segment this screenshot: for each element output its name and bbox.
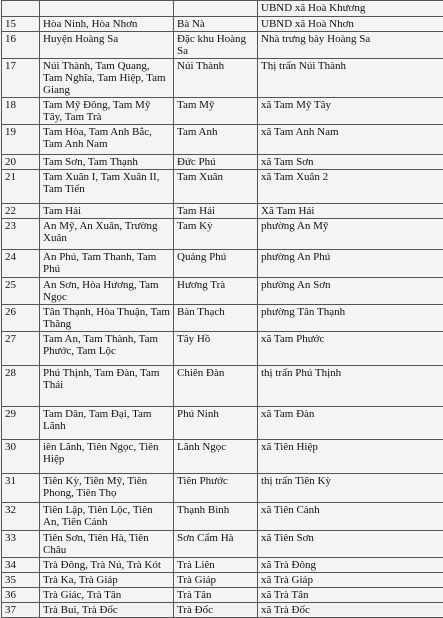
merged-communes-cell	[40, 440, 174, 474]
new-commune-name-cell	[174, 59, 258, 98]
merged-communes-cell-text: Huyện Hoàng Sa	[43, 33, 170, 45]
new-commune-name-cell	[174, 531, 258, 558]
new-commune-name-cell-text: Tiên Phước	[177, 475, 254, 487]
new-commune-name-cell-text: Đặc khu Hoàng Sa	[177, 33, 254, 57]
row-number	[2, 474, 40, 503]
merged-communes-cell	[40, 32, 174, 59]
table-row	[2, 98, 443, 125]
new-commune-name-cell	[174, 278, 258, 305]
office-location-cell	[258, 503, 443, 531]
new-commune-name-cell-text: Bà Nà	[177, 18, 254, 30]
office-location-cell-text: UBND xã Hoà Nhơn	[261, 18, 442, 30]
new-commune-name-cell-text: Núi Thành	[177, 60, 254, 72]
row-number-text: 24	[5, 251, 36, 263]
new-commune-name-cell-text: Tam Hải	[177, 205, 254, 217]
merged-communes-cell-text: iên Lãnh, Tiên Ngọc, Tiên Hiệp	[43, 441, 170, 465]
new-commune-name-cell	[174, 305, 258, 332]
new-commune-name-cell-text: Tam Kỳ	[177, 220, 254, 232]
new-commune-name-cell-text: Trà Tân	[177, 589, 254, 601]
new-commune-name-cell-text: Tam Xuân	[177, 171, 254, 183]
office-location-cell	[258, 32, 443, 59]
office-location-cell	[258, 250, 443, 278]
office-location-cell	[258, 588, 443, 603]
office-location-cell	[258, 603, 443, 618]
merged-communes-cell-text: Tam Xuân I, Tam Xuân II, Tam Tiến	[43, 171, 170, 195]
row-number	[2, 503, 40, 531]
table-row	[2, 204, 443, 219]
new-commune-name-cell	[174, 1, 258, 17]
table-row	[2, 503, 443, 531]
merged-communes-cell	[40, 278, 174, 305]
office-location-cell-text: xã Trà Đông	[261, 559, 442, 571]
merged-communes-cell-text: Núi Thành, Tam Quang, Tam Nghĩa, Tam Hiệp, Tam Giang	[43, 60, 170, 96]
table-row	[2, 155, 443, 170]
office-location-cell	[258, 59, 443, 98]
new-commune-name-cell-text: Quảng Phú	[177, 251, 254, 263]
office-location-cell-text: xã Tam Phước	[261, 333, 442, 345]
office-location-cell	[258, 573, 443, 588]
row-number-text: 27	[5, 333, 36, 345]
new-commune-name-cell	[174, 366, 258, 407]
merged-communes-cell-text: An Phú, Tam Thanh, Tam Phú	[43, 251, 170, 275]
new-commune-name-cell	[174, 474, 258, 503]
merged-communes-cell	[40, 366, 174, 407]
new-commune-name-cell-text: Trà Liên	[177, 559, 254, 571]
merged-communes-cell-text: Tiên Lập, Tiên Lộc, Tiên An, Tiên Cảnh	[43, 504, 170, 528]
office-location-cell	[258, 98, 443, 125]
office-location-cell-text: xã Trà Đốc	[261, 604, 442, 616]
office-location-cell	[258, 474, 443, 503]
table-row	[2, 250, 443, 278]
row-number	[2, 278, 40, 305]
new-commune-name-cell-text: Đức Phú	[177, 156, 254, 168]
office-location-cell-text: xã Tam Xuân 2	[261, 171, 442, 183]
office-location-cell-text: xã Tiên Hiệp	[261, 441, 442, 453]
new-commune-name-cell	[174, 558, 258, 573]
row-number-text: 31	[5, 475, 36, 487]
row-number-text: 29	[5, 408, 36, 420]
row-number-text: 21	[5, 171, 36, 183]
new-commune-name-cell	[174, 250, 258, 278]
row-number-text: 20	[5, 156, 36, 168]
new-commune-name-cell	[174, 155, 258, 170]
new-commune-name-cell	[174, 125, 258, 155]
merged-communes-cell-text: Phú Thịnh, Tam Đàn, Tam Thái	[43, 367, 170, 391]
table-row	[2, 219, 443, 250]
office-location-cell-text: Nhà trưng bày Hoàng Sa	[261, 33, 442, 45]
new-commune-name-cell-text: Sơn Cẩm Hà	[177, 532, 254, 544]
row-number-text: 19	[5, 126, 36, 138]
row-number	[2, 531, 40, 558]
row-number-text: 18	[5, 99, 36, 111]
row-number-text: 28	[5, 367, 36, 379]
row-number-text: 33	[5, 532, 36, 544]
office-location-cell-text: xã Tiên Sơn	[261, 532, 442, 544]
new-commune-name-cell	[174, 204, 258, 219]
merged-communes-cell	[40, 503, 174, 531]
new-commune-name-cell	[174, 440, 258, 474]
new-commune-name-cell-text: Chiên Đàn	[177, 367, 254, 379]
row-number	[2, 603, 40, 618]
new-commune-name-cell-text: Thạnh Bình	[177, 504, 254, 516]
row-number	[2, 366, 40, 407]
merged-communes-cell-text: Tân Thạnh, Hòa Thuận, Tam Thăng	[43, 306, 170, 330]
office-location-cell-text: xã Tam Anh Nam	[261, 126, 442, 138]
row-number-text: 15	[5, 18, 36, 30]
merged-communes-cell	[40, 573, 174, 588]
office-location-cell	[258, 204, 443, 219]
table-row	[2, 332, 443, 366]
new-commune-name-cell	[174, 219, 258, 250]
row-number	[2, 250, 40, 278]
office-location-cell	[258, 125, 443, 155]
merged-communes-cell-text: Hòa Ninh, Hòa Nhơn	[43, 18, 170, 30]
merged-communes-cell-text: Tam Dân, Tam Đại, Tam Lãnh	[43, 408, 170, 432]
row-number	[2, 573, 40, 588]
row-number-text: 23	[5, 220, 36, 232]
row-number	[2, 59, 40, 98]
office-location-cell-text: xã Tam Đàn	[261, 408, 442, 420]
office-location-cell-text: Xã Tam Hải	[261, 205, 442, 217]
table-row	[2, 531, 443, 558]
office-location-cell	[258, 531, 443, 558]
row-number-text: 35	[5, 574, 36, 586]
merged-communes-cell	[40, 558, 174, 573]
merged-communes-cell-text: Trà Đông, Trà Nú, Trà Kót	[43, 559, 170, 571]
row-number	[2, 558, 40, 573]
office-location-cell	[258, 366, 443, 407]
table-row	[2, 170, 443, 204]
merged-communes-cell-text: Trà Bui, Trà Đốc	[43, 604, 170, 616]
row-number	[2, 588, 40, 603]
merged-communes-cell	[40, 1, 174, 17]
new-commune-name-cell	[174, 98, 258, 125]
row-number	[2, 204, 40, 219]
office-location-cell-text: xã Tam Sơn	[261, 156, 442, 168]
merged-communes-cell	[40, 588, 174, 603]
office-location-cell	[258, 170, 443, 204]
row-number-text: 36	[5, 589, 36, 601]
merged-communes-cell-text: Tam Sơn, Tam Thạnh	[43, 156, 170, 168]
new-commune-name-cell-text: Trà Đốc	[177, 604, 254, 616]
new-commune-name-cell-text: Phú Ninh	[177, 408, 254, 420]
merged-communes-cell	[40, 59, 174, 98]
merged-communes-cell	[40, 170, 174, 204]
office-location-cell-text: Thị trấn Núi Thành	[261, 60, 442, 72]
office-location-cell-text: xã Trà Giáp	[261, 574, 442, 586]
table-row	[2, 125, 443, 155]
office-location-cell	[258, 17, 443, 32]
office-location-cell	[258, 558, 443, 573]
office-location-cell-text: xã Tiên Cảnh	[261, 504, 442, 516]
row-number	[2, 305, 40, 332]
office-location-cell-text: phường An Phú	[261, 251, 442, 263]
table-row	[2, 278, 443, 305]
row-number	[2, 1, 40, 17]
merged-communes-cell-text: An Sơn, Hòa Hương, Tam Ngọc	[43, 279, 170, 303]
table-row	[2, 603, 443, 618]
table-body	[2, 1, 443, 618]
merged-communes-cell	[40, 250, 174, 278]
new-commune-name-cell-text: Tam Anh	[177, 126, 254, 138]
table-row	[2, 305, 443, 332]
table-row	[2, 588, 443, 603]
office-location-cell	[258, 305, 443, 332]
row-number	[2, 98, 40, 125]
new-commune-name-cell	[174, 588, 258, 603]
merged-communes-cell-text: Trà Ka, Trà Giáp	[43, 574, 170, 586]
new-commune-name-cell-text: Bàn Thạch	[177, 306, 254, 318]
row-number-text: 30	[5, 441, 36, 453]
new-commune-name-cell-text: Hương Trà	[177, 279, 254, 291]
row-number	[2, 407, 40, 440]
new-commune-name-cell-text: Tam Mỹ	[177, 99, 254, 111]
merged-communes-cell	[40, 98, 174, 125]
row-number-text: 32	[5, 504, 36, 516]
merged-communes-cell	[40, 407, 174, 440]
new-commune-name-cell-text: Tây Hồ	[177, 333, 254, 345]
merged-communes-cell	[40, 204, 174, 219]
merged-communes-cell-text: An Mỹ, An Xuân, Trường Xuân	[43, 220, 170, 244]
new-commune-name-cell	[174, 603, 258, 618]
merged-communes-cell-text: Tiên Kỳ, Tiên Mỹ, Tiên Phong, Tiên Thọ	[43, 475, 170, 499]
new-commune-name-cell-text: Lãnh Ngọc	[177, 441, 254, 453]
office-location-cell	[258, 407, 443, 440]
new-commune-name-cell	[174, 573, 258, 588]
row-number-text: 34	[5, 559, 36, 571]
office-location-cell-text: phường An Mỹ	[261, 220, 442, 232]
merged-communes-cell	[40, 155, 174, 170]
row-number-text: 16	[5, 33, 36, 45]
table-row	[2, 366, 443, 407]
merged-communes-cell-text: Tiên Sơn, Tiên Hà, Tiên Châu	[43, 532, 170, 556]
office-location-cell-text: thị trấn Tiên Kỳ	[261, 475, 442, 487]
row-number	[2, 17, 40, 32]
row-number-text: 37	[5, 604, 36, 616]
row-number	[2, 332, 40, 366]
row-number-text: 22	[5, 205, 36, 217]
merged-communes-cell-text: Tam Hải	[43, 205, 170, 217]
table-row	[2, 558, 443, 573]
office-location-cell	[258, 332, 443, 366]
new-commune-name-cell	[174, 170, 258, 204]
new-commune-name-cell	[174, 17, 258, 32]
merged-communes-cell-text: Tam Mỹ Đông, Tam Mỹ Tây, Tam Trà	[43, 99, 170, 123]
table-row	[2, 440, 443, 474]
office-location-cell-text: UBND xã Hoà Khương	[261, 2, 442, 14]
table-row	[2, 59, 443, 98]
office-location-cell-text: thị trấn Phú Thịnh	[261, 367, 442, 379]
new-commune-name-cell	[174, 503, 258, 531]
table-row	[2, 1, 443, 17]
table-row	[2, 32, 443, 59]
row-number-text: 26	[5, 306, 36, 318]
row-number-text: 17	[5, 60, 36, 72]
new-commune-name-cell	[174, 407, 258, 440]
row-number	[2, 155, 40, 170]
merged-communes-cell-text: Trà Giác, Trà Tân	[43, 589, 170, 601]
merged-communes-cell	[40, 603, 174, 618]
office-location-cell-text: phường An Sơn	[261, 279, 442, 291]
office-location-cell	[258, 1, 443, 17]
row-number	[2, 32, 40, 59]
office-location-cell-text: xã Trà Tân	[261, 589, 442, 601]
office-location-cell-text: xã Tam Mỹ Tây	[261, 99, 442, 111]
table-row	[2, 407, 443, 440]
new-commune-name-cell	[174, 332, 258, 366]
office-location-cell	[258, 440, 443, 474]
merged-communes-cell	[40, 474, 174, 503]
office-location-cell-text: phường Tân Thạnh	[261, 306, 442, 318]
merged-communes-cell	[40, 305, 174, 332]
office-location-cell	[258, 155, 443, 170]
office-location-cell	[258, 278, 443, 305]
new-commune-name-cell	[174, 32, 258, 59]
row-number-text: 25	[5, 279, 36, 291]
merged-communes-cell-text: Tam An, Tam Thành, Tam Phước, Tam Lộc	[43, 333, 170, 357]
commune-merger-table	[1, 0, 443, 618]
row-number	[2, 125, 40, 155]
table-row	[2, 474, 443, 503]
merged-communes-cell	[40, 125, 174, 155]
row-number	[2, 170, 40, 204]
merged-communes-cell-text: Tam Hòa, Tam Anh Bắc, Tam Anh Nam	[43, 126, 170, 150]
row-number	[2, 219, 40, 250]
merged-communes-cell	[40, 332, 174, 366]
table-row	[2, 573, 443, 588]
new-commune-name-cell-text: Trà Giáp	[177, 574, 254, 586]
office-location-cell	[258, 219, 443, 250]
merged-communes-cell	[40, 17, 174, 32]
merged-communes-cell	[40, 531, 174, 558]
row-number	[2, 440, 40, 474]
merged-communes-cell	[40, 219, 174, 250]
table-row	[2, 17, 443, 32]
